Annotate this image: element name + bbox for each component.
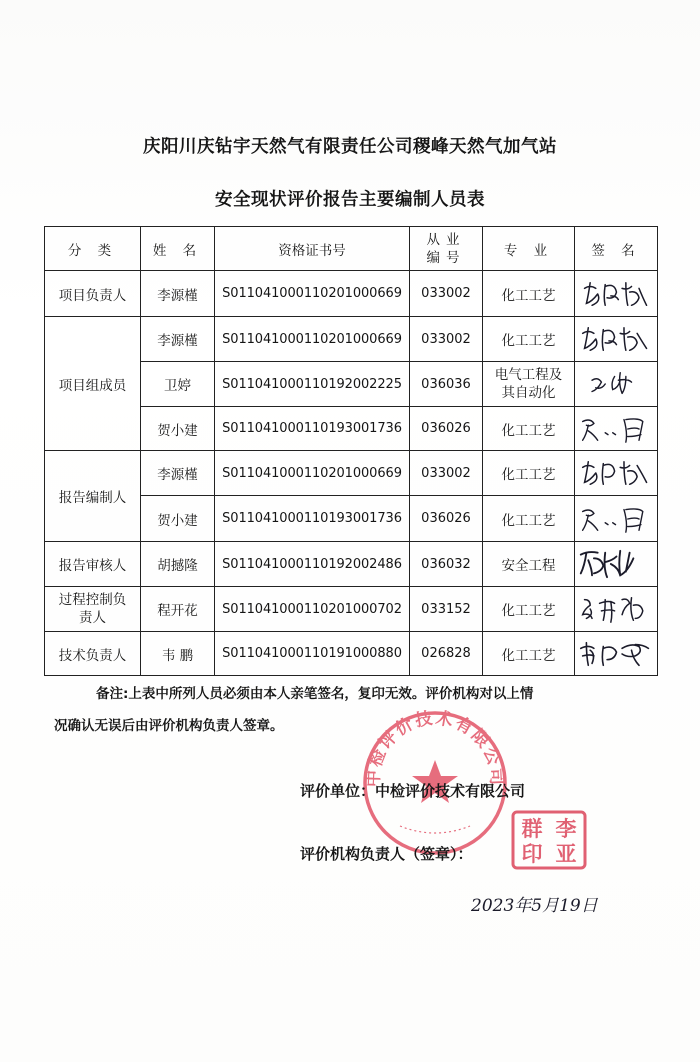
signature-cell bbox=[575, 542, 658, 587]
cell-specialty bbox=[483, 362, 575, 407]
cell-name: 李源槿 bbox=[141, 317, 215, 362]
table-row bbox=[45, 317, 658, 362]
table-row bbox=[45, 587, 658, 632]
evaluation-unit bbox=[300, 780, 525, 801]
header-signature: 签 名 bbox=[575, 227, 658, 271]
handwritten-signature-icon bbox=[577, 364, 655, 404]
header-emp-no-line2: 编号 bbox=[426, 249, 466, 266]
cell-specialty: 化工工艺 bbox=[483, 407, 575, 451]
document-title: 庆阳川庆钻宇天然气有限责任公司稷峰天然气加气站 bbox=[143, 137, 557, 157]
cell-name: 程开花 bbox=[141, 587, 215, 632]
handwritten-signature-icon bbox=[577, 409, 655, 449]
group-process-control-line1: 过程控制负 bbox=[58, 592, 127, 608]
cell-name: 贺小建 bbox=[141, 496, 215, 542]
table-row bbox=[45, 271, 658, 317]
header-specialty: 专 业 bbox=[483, 227, 575, 271]
evaluation-unit-value: 中检评价技术有限公司 bbox=[375, 782, 526, 800]
header-name: 姓 名 bbox=[141, 227, 215, 271]
header-category: 分 类 bbox=[45, 227, 141, 271]
cell-specialty-line1: 电气工程及 bbox=[494, 367, 563, 383]
cell-cert-no: S011041000110193001736 bbox=[215, 496, 410, 542]
cell-emp-no: 036032 bbox=[410, 542, 483, 587]
signature-cell bbox=[575, 362, 658, 407]
cell-cert-no: S011041000110192002486 bbox=[215, 542, 410, 587]
date-text: 2023年5月19日 bbox=[471, 896, 598, 916]
signature-cell bbox=[575, 451, 658, 496]
cell-cert-no: S011041000110201000669 bbox=[215, 451, 410, 496]
cell-cert-no: S011041000110201000702 bbox=[215, 587, 410, 632]
cell-specialty: 化工工艺 bbox=[483, 496, 575, 542]
stamp-char: 群 bbox=[521, 817, 543, 841]
signature-cell bbox=[575, 317, 658, 362]
signature-cell bbox=[575, 587, 658, 632]
cell-specialty: 化工工艺 bbox=[483, 317, 575, 362]
cell-emp-no: 026828 bbox=[410, 632, 483, 676]
cell-cert-no: S011041000110201000669 bbox=[215, 271, 410, 317]
handwritten-signature-icon bbox=[577, 634, 655, 674]
table-row bbox=[45, 632, 658, 676]
table-header-row bbox=[45, 227, 658, 271]
personnel-table bbox=[44, 226, 658, 676]
cell-name: 胡撼隆 bbox=[141, 542, 215, 587]
handwritten-signature-icon bbox=[577, 544, 655, 584]
handwritten-signature-icon bbox=[577, 319, 655, 359]
handwritten-signature-icon bbox=[577, 499, 655, 539]
cell-name: 李源槿 bbox=[141, 271, 215, 317]
seal-text: 中检评价技术有限公司 bbox=[363, 708, 507, 788]
remarks-line2: 况确认无误后由评价机构负责人签章。 bbox=[54, 718, 284, 734]
cell-emp-no: 033002 bbox=[410, 451, 483, 496]
cell-specialty: 化工工艺 bbox=[483, 271, 575, 317]
document-subtitle: 安全现状评价报告主要编制人员表 bbox=[215, 190, 485, 210]
evaluation-unit-label: 评价单位： bbox=[300, 782, 376, 800]
handwritten-signature-icon bbox=[577, 453, 655, 493]
group-report-reviewer: 报告审核人 bbox=[45, 542, 141, 587]
cell-emp-no: 036026 bbox=[410, 407, 483, 451]
cell-name: 卫婷 bbox=[141, 362, 215, 407]
group-process-control bbox=[45, 587, 141, 632]
cell-specialty-line2: 其自动化 bbox=[501, 385, 556, 401]
cell-name: 李源槿 bbox=[141, 451, 215, 496]
table-row bbox=[45, 451, 658, 496]
table-row bbox=[45, 542, 658, 587]
signature-cell bbox=[575, 632, 658, 676]
stamp-char: 李 bbox=[555, 817, 577, 841]
cell-cert-no: S011041000110192002225 bbox=[215, 362, 410, 407]
signature-cell bbox=[575, 496, 658, 542]
cell-emp-no: 033002 bbox=[410, 317, 483, 362]
signature-cell bbox=[575, 271, 658, 317]
cell-specialty: 安全工程 bbox=[483, 542, 575, 587]
cell-name: 贺小建 bbox=[141, 407, 215, 451]
cell-name: 韦 鹏 bbox=[141, 632, 215, 676]
group-project-leader: 项目负责人 bbox=[45, 271, 141, 317]
group-process-control-line2: 责人 bbox=[79, 610, 106, 626]
cell-emp-no: 036036 bbox=[410, 362, 483, 407]
cell-emp-no: 036026 bbox=[410, 496, 483, 542]
cell-cert-no: S011041000110201000669 bbox=[215, 317, 410, 362]
header-emp-no-line1: 从业 bbox=[426, 231, 466, 248]
stamp-char: 印 bbox=[521, 842, 543, 866]
signature-cell bbox=[575, 407, 658, 451]
cell-emp-no: 033002 bbox=[410, 271, 483, 317]
personal-seal-icon bbox=[510, 809, 588, 871]
cell-specialty: 化工工艺 bbox=[483, 632, 575, 676]
header-emp-no bbox=[410, 227, 483, 271]
remarks-line1: 备注:上表中所列人员必须由本人亲笔签名，复印无效。评价机构对以上情 bbox=[96, 686, 534, 702]
group-project-members: 项目组成员 bbox=[45, 317, 141, 451]
header-cert-no: 资格证书号 bbox=[215, 227, 410, 271]
handwritten-signature-icon bbox=[577, 589, 655, 629]
agency-head-label: 评价机构负责人（签章）： bbox=[300, 845, 473, 863]
cell-specialty: 化工工艺 bbox=[483, 587, 575, 632]
group-tech-leader: 技术负责人 bbox=[45, 632, 141, 676]
cell-cert-no: S011041000110193001736 bbox=[215, 407, 410, 451]
group-report-writers: 报告编制人 bbox=[45, 451, 141, 542]
cell-emp-no: 033152 bbox=[410, 587, 483, 632]
cell-specialty: 化工工艺 bbox=[483, 451, 575, 496]
handwritten-date bbox=[465, 885, 615, 925]
handwritten-signature-icon bbox=[577, 274, 655, 314]
cell-cert-no: S011041000110191000880 bbox=[215, 632, 410, 676]
stamp-char: 亚 bbox=[555, 842, 577, 866]
